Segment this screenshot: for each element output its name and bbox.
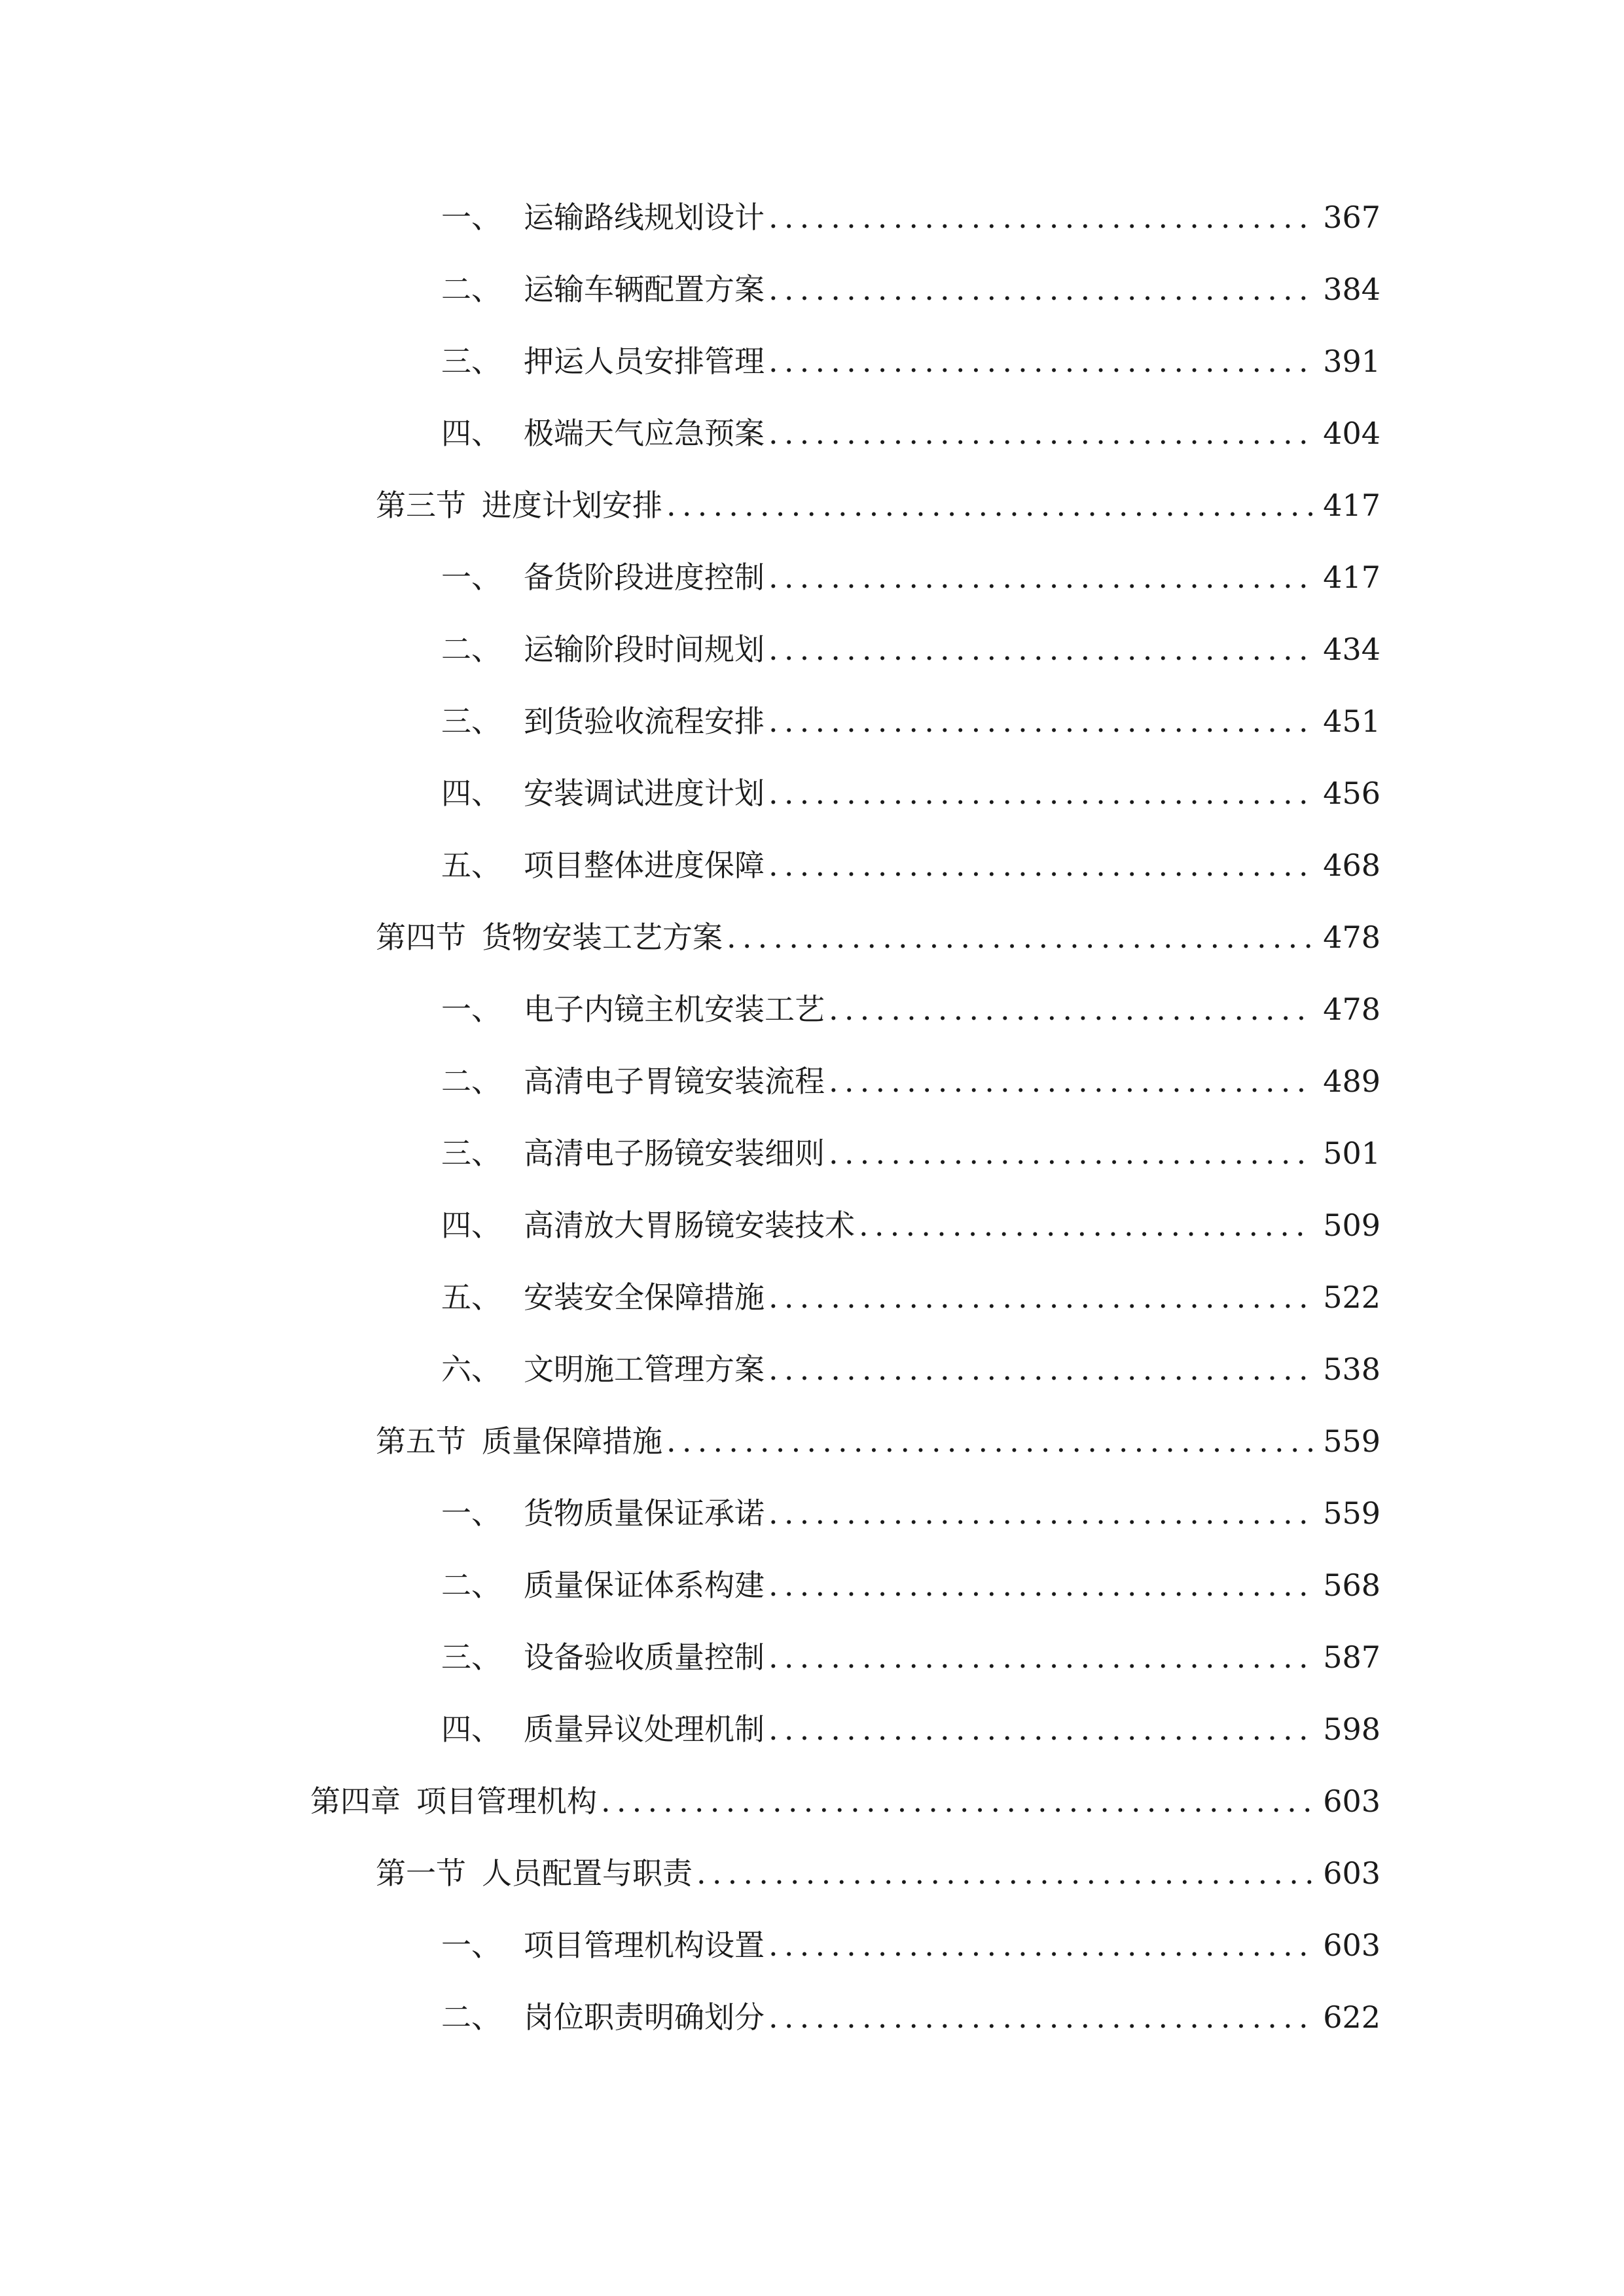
toc-entry-title: 极端天气应急预案	[524, 416, 765, 451]
dot-leader	[696, 1847, 1314, 1899]
toc-entry-title: 押运人员安排管理	[524, 344, 765, 379]
dot-leader	[601, 1775, 1314, 1827]
toc-entry-number: 三、	[441, 704, 501, 739]
toc-entry-page-number: 468	[1323, 848, 1380, 883]
toc-entry-page-number: 451	[1323, 704, 1380, 739]
dot-leader	[768, 407, 1314, 459]
toc-entry[interactable]	[441, 1487, 1380, 1539]
toc-entry-number: 四、	[441, 1712, 501, 1747]
dot-leader	[768, 1487, 1314, 1539]
dot-leader	[768, 335, 1314, 387]
toc-entry-page-number: 456	[1323, 776, 1380, 811]
toc-entry[interactable]	[441, 1271, 1380, 1323]
dot-leader	[829, 983, 1314, 1035]
toc-entry-page-number: 404	[1323, 416, 1380, 451]
toc-entry-number: 二、	[441, 2000, 501, 2035]
toc-entry-title: 电子内镜主机安装工艺	[524, 992, 825, 1027]
toc-entry[interactable]	[441, 1343, 1380, 1395]
dot-leader	[727, 911, 1314, 963]
dot-leader	[768, 1271, 1314, 1323]
toc-entry-page-number: 478	[1323, 920, 1380, 955]
toc-entry[interactable]	[441, 1991, 1380, 2043]
toc-entry-page-number: 587	[1323, 1640, 1380, 1675]
toc-entry-page-number: 559	[1323, 1496, 1380, 1531]
toc-entry-number: 第四节	[376, 920, 466, 955]
toc-entry-page-number: 417	[1323, 560, 1380, 595]
toc-entry-number: 一、	[441, 1928, 501, 1963]
toc-entry-page-number: 622	[1323, 2000, 1380, 2035]
toc-entry[interactable]	[376, 911, 1380, 963]
toc-entry-page-number: 434	[1323, 632, 1380, 667]
toc-entry-page-number: 598	[1323, 1712, 1380, 1747]
toc-entry-number: 二、	[441, 632, 501, 667]
dot-leader	[768, 695, 1314, 747]
dot-leader	[768, 191, 1314, 243]
toc-entry-number: 一、	[441, 560, 501, 595]
toc-entry-page-number: 509	[1323, 1208, 1380, 1243]
toc-entry[interactable]	[441, 1559, 1380, 1611]
toc-entry-number: 三、	[441, 1136, 501, 1171]
toc-entry[interactable]	[441, 1127, 1380, 1179]
toc-entry-page-number: 501	[1323, 1136, 1380, 1171]
toc-entry-number: 二、	[441, 1064, 501, 1099]
toc-entry-title: 到货验收流程安排	[524, 704, 765, 739]
dot-leader	[768, 839, 1314, 891]
toc-entry-title: 项目管理机构	[416, 1784, 597, 1819]
dot-leader	[768, 1559, 1314, 1611]
dot-leader	[768, 263, 1314, 315]
toc-entry-title: 文明施工管理方案	[524, 1352, 765, 1387]
toc-entry-number: 第一节	[376, 1856, 466, 1891]
dot-leader	[768, 623, 1314, 675]
toc-entry-page-number: 522	[1323, 1280, 1380, 1315]
toc-entry-number: 四、	[441, 1208, 501, 1243]
toc-entry[interactable]	[441, 1199, 1380, 1251]
toc-entry-title: 质量保障措施	[482, 1424, 662, 1459]
toc-entry-page-number: 367	[1323, 200, 1380, 235]
toc-entry-number: 第四章	[310, 1784, 401, 1819]
toc-entry[interactable]	[441, 1631, 1380, 1683]
toc-entry-number: 四、	[441, 416, 501, 451]
dot-leader	[829, 1127, 1314, 1179]
toc-entry-page-number: 538	[1323, 1352, 1380, 1387]
toc-entry-title: 货物质量保证承诺	[524, 1496, 765, 1531]
toc-entry-title: 运输路线规划设计	[524, 200, 765, 235]
toc-entry-number: 五、	[441, 848, 501, 883]
toc-entry-page-number: 568	[1323, 1568, 1380, 1603]
dot-leader	[666, 1415, 1314, 1467]
toc-entry-number: 二、	[441, 272, 501, 307]
toc-entry-number: 三、	[441, 344, 501, 379]
toc-entry-number: 第五节	[376, 1424, 466, 1459]
toc-entry[interactable]	[441, 263, 1380, 315]
toc-entry-title: 项目整体进度保障	[524, 848, 765, 883]
dot-leader	[768, 1631, 1314, 1683]
toc-entry[interactable]	[441, 1703, 1380, 1755]
toc-entry-title: 高清放大胃肠镜安装技术	[524, 1208, 855, 1243]
dot-leader	[768, 767, 1314, 819]
toc-entry[interactable]	[441, 335, 1380, 387]
toc-entry-page-number: 603	[1323, 1928, 1380, 1963]
toc-entry[interactable]	[441, 1919, 1380, 1971]
toc-entry-title: 高清电子肠镜安装细则	[524, 1136, 825, 1171]
dot-leader	[768, 1343, 1314, 1395]
toc-entry[interactable]	[441, 983, 1380, 1035]
toc-entry[interactable]	[441, 191, 1380, 243]
toc-entry-number: 五、	[441, 1280, 501, 1315]
toc-entry-title: 进度计划安排	[482, 488, 662, 523]
toc-entry[interactable]	[376, 1847, 1380, 1899]
toc-entry-title: 备货阶段进度控制	[524, 560, 765, 595]
toc-entry-title: 运输阶段时间规划	[524, 632, 765, 667]
toc-entry-title: 项目管理机构设置	[524, 1928, 765, 1963]
toc-entry-title: 岗位职责明确划分	[524, 2000, 765, 2035]
toc-entry-page-number: 603	[1323, 1784, 1380, 1819]
toc-entry-title: 质量异议处理机制	[524, 1712, 765, 1747]
toc-entry-number: 六、	[441, 1352, 501, 1387]
toc-entry-page-number: 478	[1323, 992, 1380, 1027]
toc-entry-title: 运输车辆配置方案	[524, 272, 765, 307]
dot-leader	[768, 1991, 1314, 2043]
toc-entry-number: 第三节	[376, 488, 466, 523]
toc-entry-number: 二、	[441, 1568, 501, 1603]
toc-entry-number: 四、	[441, 776, 501, 811]
toc-entry[interactable]	[441, 1055, 1380, 1107]
dot-leader	[829, 1055, 1314, 1107]
toc-entry-title: 安装安全保障措施	[524, 1280, 765, 1315]
toc-entry-page-number: 417	[1323, 488, 1380, 523]
dot-leader	[768, 551, 1314, 603]
toc-entry-title: 安装调试进度计划	[524, 776, 765, 811]
toc-entry-number: 三、	[441, 1640, 501, 1675]
toc-entry-page-number: 384	[1323, 272, 1380, 307]
toc-entry-number: 一、	[441, 200, 501, 235]
dot-leader	[768, 1703, 1314, 1755]
toc-entry-page-number: 559	[1323, 1424, 1380, 1459]
toc-entry[interactable]	[441, 551, 1380, 603]
toc-entry-title: 货物安装工艺方案	[482, 920, 723, 955]
toc-entry-title: 质量保证体系构建	[524, 1568, 765, 1603]
toc-entry-number: 一、	[441, 992, 501, 1027]
toc-entry-number: 一、	[441, 1496, 501, 1531]
toc-entry-page-number: 603	[1323, 1856, 1380, 1891]
toc-entry[interactable]	[441, 407, 1380, 459]
toc-entry-title: 高清电子胃镜安装流程	[524, 1064, 825, 1099]
toc-entry[interactable]	[376, 1415, 1380, 1467]
toc-entry-title: 人员配置与职责	[482, 1856, 693, 1891]
toc-entry[interactable]	[441, 623, 1380, 675]
toc-entry[interactable]	[441, 695, 1380, 747]
toc-entry[interactable]	[441, 767, 1380, 819]
dot-leader	[666, 479, 1314, 531]
toc-entry-page-number: 391	[1323, 344, 1380, 379]
toc-entry-page-number: 489	[1323, 1064, 1380, 1099]
toc-entry[interactable]	[310, 1775, 1380, 1827]
toc-entry-title: 设备验收质量控制	[524, 1640, 765, 1675]
dot-leader	[768, 1919, 1314, 1971]
dot-leader	[859, 1199, 1314, 1251]
toc-entry[interactable]	[441, 839, 1380, 891]
toc-entry[interactable]	[376, 479, 1380, 531]
